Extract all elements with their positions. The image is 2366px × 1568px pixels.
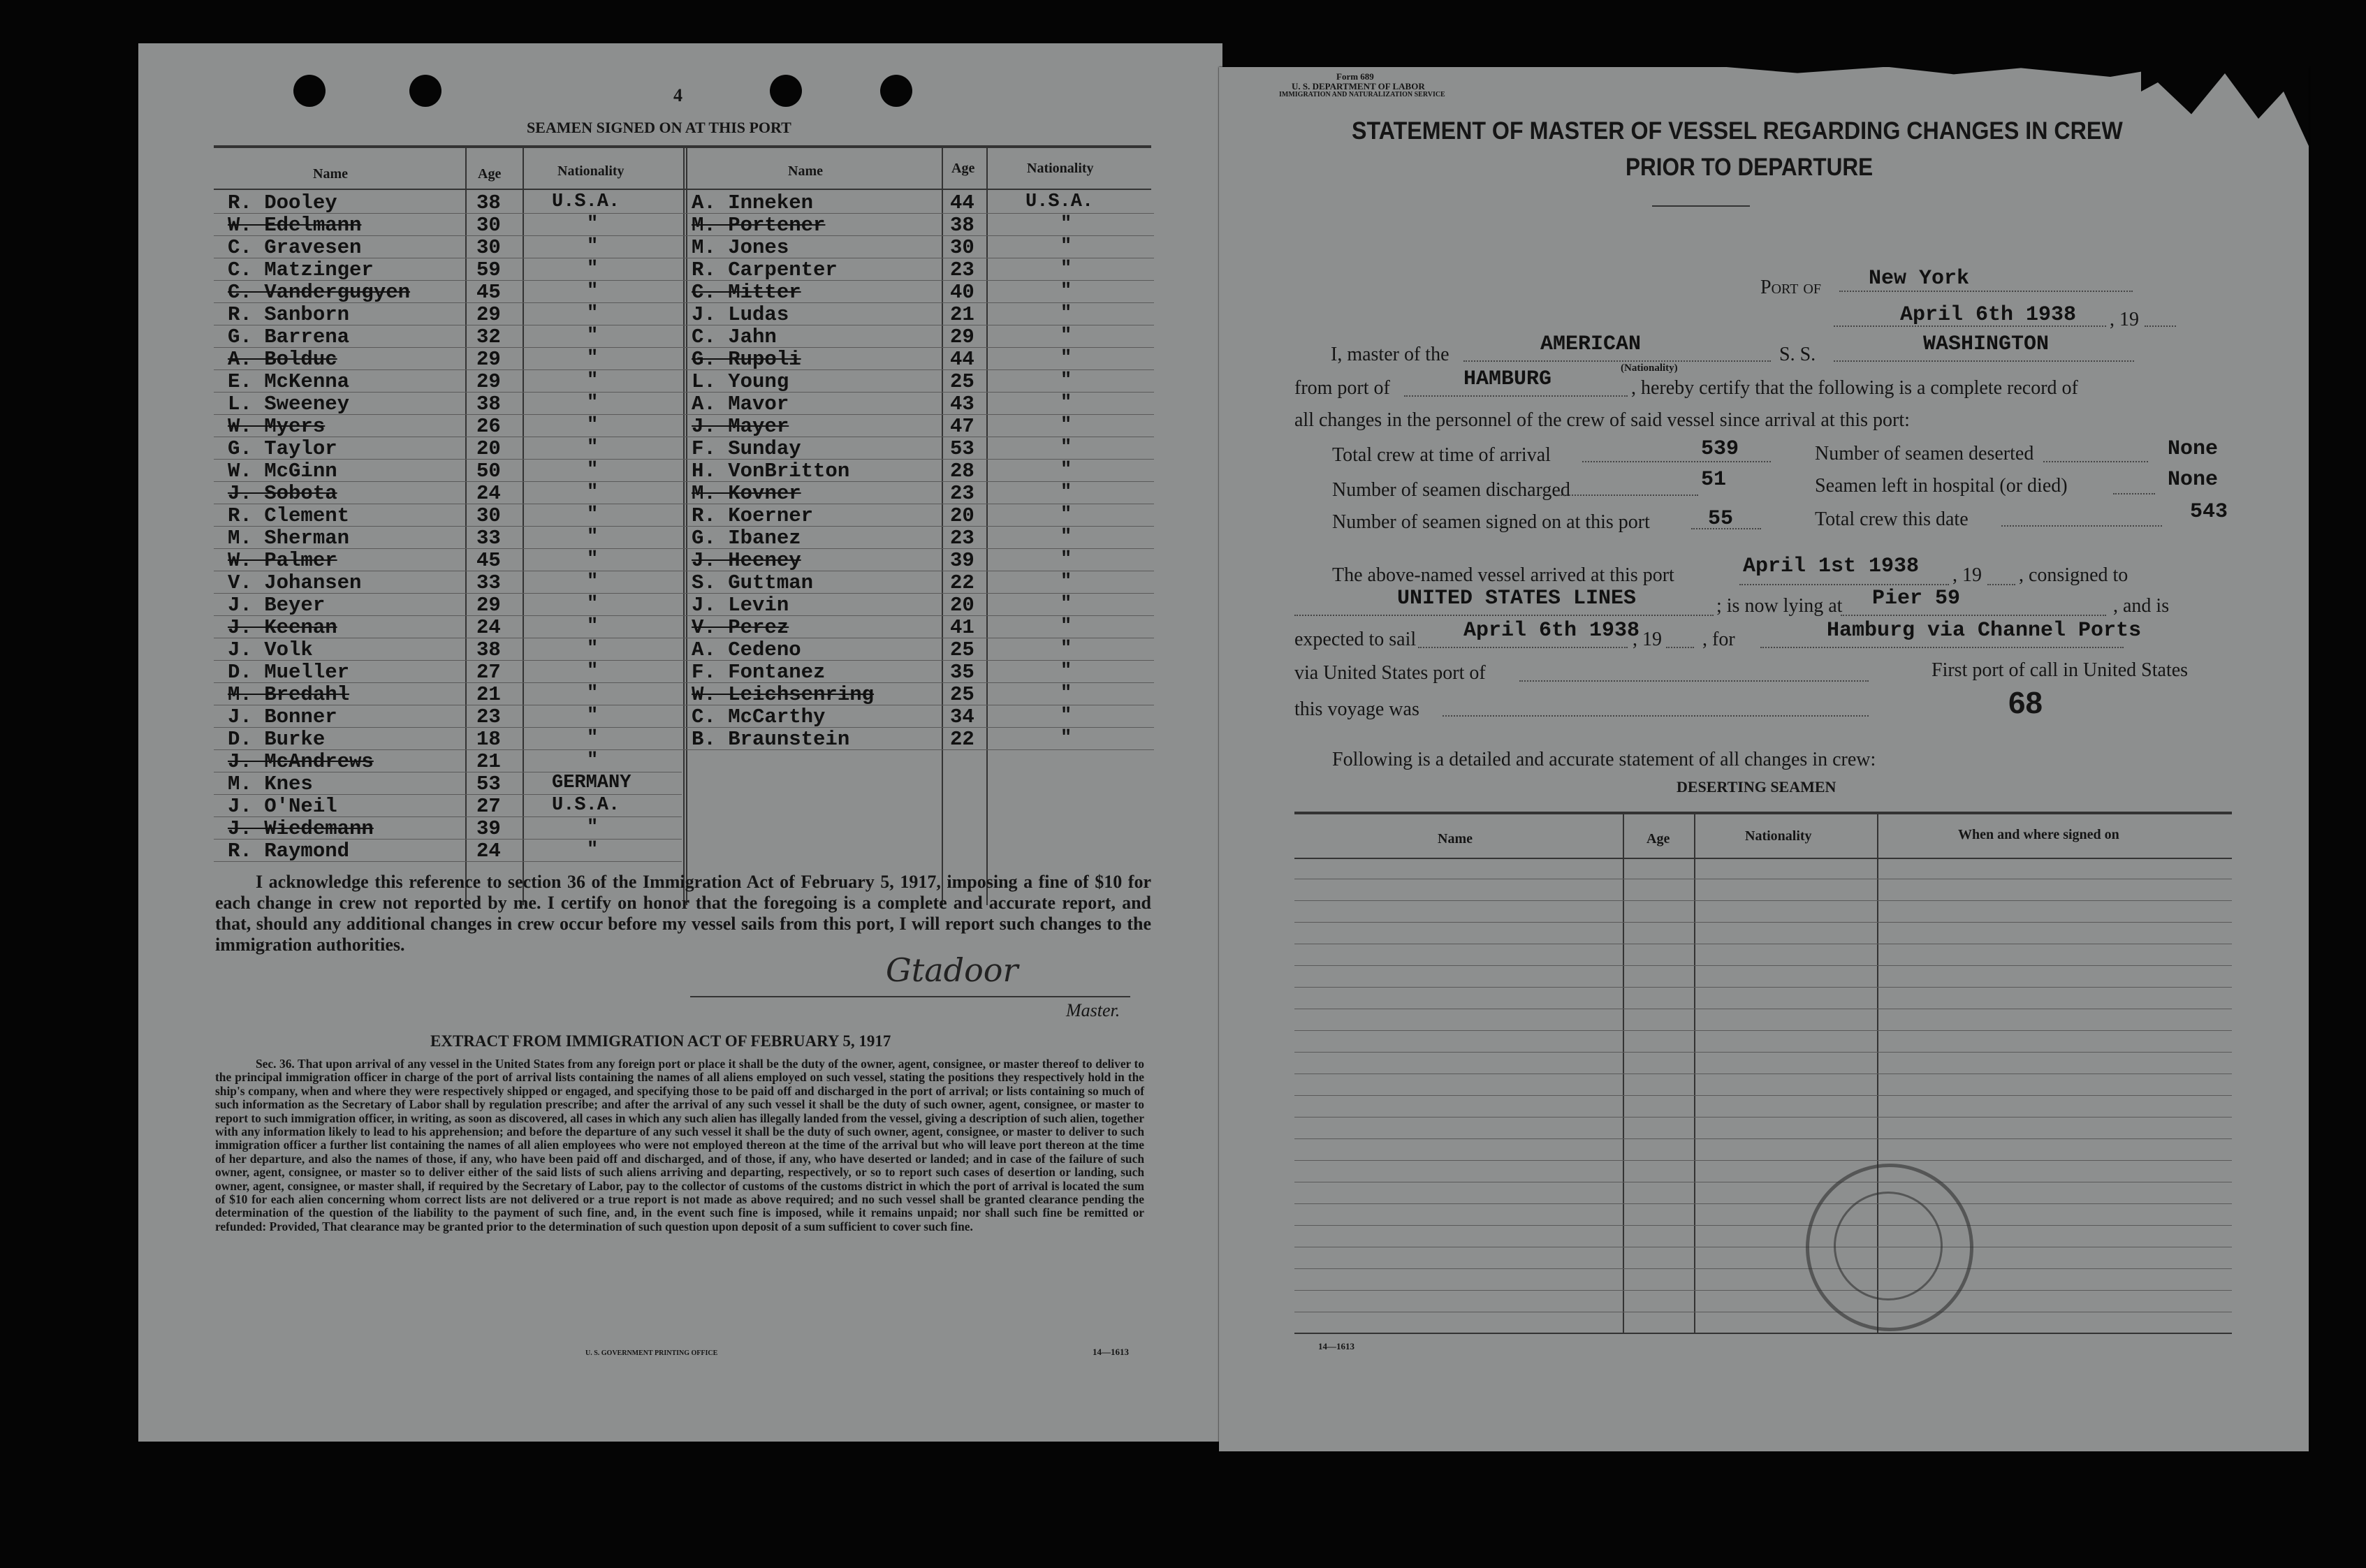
crew-nationality: " — [587, 437, 599, 458]
crew-nationality: " — [1060, 638, 1072, 659]
form-code: 14—1613 — [1093, 1347, 1129, 1357]
crew-nationality: GERMANY — [552, 772, 631, 793]
year-line — [2145, 325, 2176, 327]
form-number: Form 689 — [1336, 71, 1374, 82]
ss-label: S. S. — [1779, 344, 1816, 365]
crew-nationality: " — [587, 549, 599, 570]
crew-name: W. Palmer — [228, 549, 337, 572]
crew-nationality: " — [587, 415, 599, 436]
crew-name: M. Kovner — [692, 482, 801, 505]
crew-age: 38 — [476, 393, 501, 416]
row-rule — [214, 861, 682, 862]
crew-age: 53 — [950, 437, 974, 460]
department: U. S. DEPARTMENT OF LABOR — [1292, 81, 1425, 91]
crew-age: 23 — [476, 705, 501, 728]
crew-name: R. Carpenter — [692, 258, 838, 281]
table-top-rule — [214, 145, 1151, 148]
crew-name: A. Mavor — [692, 393, 789, 416]
crew-age: 33 — [476, 571, 501, 594]
sail-year-line — [1666, 647, 1694, 648]
vessel-line — [1834, 360, 2134, 362]
crew-name: J. Heeney — [692, 549, 801, 572]
port-value: New York — [1869, 267, 1970, 291]
crew-name: W. McGinn — [228, 460, 337, 483]
crew-name: J. McAndrews — [228, 750, 374, 773]
crew-name: J. Keenan — [228, 616, 337, 639]
sail-date-line — [1418, 647, 1628, 648]
crew-age: 33 — [476, 527, 501, 550]
nationality-line — [1463, 360, 1771, 362]
discharged-value: 51 — [1701, 468, 1727, 492]
crew-nationality: " — [1060, 705, 1072, 726]
crew-name: J. Beyer — [228, 594, 326, 617]
page-number: 4 — [673, 85, 682, 105]
crew-nationality: " — [587, 750, 599, 771]
crew-nationality: U.S.A. — [552, 795, 620, 816]
discharged-label: Number of seamen discharged — [1332, 479, 1570, 501]
form-title: STATEMENT OF MASTER OF VESSEL REGARDING CHANGES IN CREW — [1352, 117, 2123, 145]
deserting-row — [1294, 1225, 2232, 1226]
expected-label: expected to sail — [1294, 629, 1417, 650]
crew-age: 23 — [950, 527, 974, 550]
crew-name: E. McKenna — [228, 370, 350, 393]
arrived-value: April 1st 1938 — [1743, 555, 1920, 578]
row-rule — [678, 749, 1154, 750]
punch-hole — [409, 75, 441, 107]
deserting-row — [1294, 900, 2232, 901]
via-line — [1519, 680, 1869, 682]
crew-nationality: " — [587, 325, 599, 346]
total-arrival-label: Total crew at time of arrival — [1332, 444, 1551, 466]
crew-name: R. Koerner — [692, 504, 814, 527]
voyage-line — [1443, 715, 1869, 717]
crew-age: 29 — [476, 303, 501, 326]
arrived-label: The above-named vessel arrived at this port — [1332, 564, 1674, 586]
col-divider — [986, 145, 988, 905]
col-header-age: Age — [951, 161, 975, 176]
crew-name: G. Rupoli — [692, 348, 801, 371]
crew-name: M. Bredahl — [228, 683, 350, 706]
crew-age: 24 — [476, 482, 501, 505]
leader-dots — [1582, 461, 1771, 462]
voyage-label: this voyage was — [1294, 698, 1419, 720]
deserting-table-bottom — [1294, 1333, 2232, 1334]
crew-nationality: " — [1060, 437, 1072, 458]
crew-name: J. Sobota — [228, 482, 337, 505]
master-of-label: I, master of the — [1331, 344, 1449, 365]
crew-age: 29 — [476, 348, 501, 371]
crew-age: 44 — [950, 191, 974, 214]
crew-age: 35 — [950, 661, 974, 684]
crew-nationality: " — [587, 705, 599, 726]
crew-age: 22 — [950, 571, 974, 594]
deserting-row — [1294, 922, 2232, 923]
crew-nationality: " — [1060, 594, 1072, 615]
crew-name: G. Taylor — [228, 437, 337, 460]
crew-nationality: " — [1060, 504, 1072, 525]
signed-value: 55 — [1708, 507, 1734, 531]
crew-name: A. Bolduc — [228, 348, 337, 371]
first-port-label: First port of call in United States — [1931, 659, 2189, 681]
form-subtitle: PRIOR TO DEPARTURE — [1626, 154, 1874, 181]
crew-name: B. Braunstein — [692, 728, 850, 751]
leader-dots — [2001, 525, 2162, 527]
crew-name: R. Sanborn — [228, 303, 350, 326]
crew-age: 21 — [476, 750, 501, 773]
crew-nationality: " — [587, 393, 599, 413]
deserting-row — [1294, 1052, 2232, 1053]
crew-age: 23 — [950, 258, 974, 281]
crew-age: 59 — [476, 258, 501, 281]
crew-nationality: " — [587, 214, 599, 235]
arrived-line — [1739, 584, 1949, 585]
leader-dots — [1558, 494, 1698, 496]
header-rule — [214, 189, 1151, 190]
crew-nationality: " — [1060, 415, 1072, 436]
crew-age: 41 — [950, 616, 974, 639]
crew-nationality: " — [1060, 393, 1072, 413]
crew-name: G. Barrena — [228, 325, 350, 349]
crew-name: M. Portener — [692, 214, 826, 237]
crew-name: L. Sweeney — [228, 393, 350, 416]
crew-age: 29 — [476, 370, 501, 393]
extract-text: Sec. 36. That upon arrival of any vessel in the United States from any foreign port or place it shall be the duty of the owner, agent, consignee, or master thereof to deliver to the principal immigration officer in charge of the port of arrival lists containing the names of all aliens employed on such vessel, stating the positions they respectively hold in the ship's company, when and where they were respectively shipped or engaged, and specifying those to be paid off and discharged in the port of arrival; or lists containing so much of such information as the Secretary of Labor shall by regulation prescribe; and after the arrival of any such vessel it shall be the duty of such owner, agent, consignee, or master to report to such immigration officer, in writing, as soon as discovered, all cases in which any such alien has illegally landed from the vessel, giving a description of such alien, together with any information likely to lead to his apprehension; and before the departure of any such vessel it shall be the duty of such owner, agent, consignee, or master to deliver to such immigration officer a further list containing the names of all alien employees who were not employed thereon at the time of the arrival but who will leave port thereon at the time of her departure, and also the names of those, if any, who have been paid off and discharged, and of those, if any, who have deserted or landed; and in case of the failure of such owner, agent, consignee, or master so to deliver either of the said lists of such aliens arriving and departing, respectively, or so to report such cases of desertion or landing, such owner, agent, consignee, or master shall, if required by the Secretary of Labor, pay to the collector of customs of the customs district in which the port of arrival is located the sum of $10 for each alien concerning whom correct lists are not delivered or a true report is not made as above required; and no such vessel shall be granted clearance pending the determination of the question of the liability to the payment of such fine, and, in the event such fine is imposed, while it remains unpaid; nor shall such fine be remitted or refunded: Provided, That clearance may be granted prior to the determination of such question upon deposit of a sum sufficient to cover such fine. — [215, 1057, 1144, 1233]
crew-nationality: " — [1060, 616, 1072, 637]
deserting-row — [1294, 1160, 2232, 1161]
crew-name: V. Johansen — [228, 571, 362, 594]
deserting-row — [1294, 1095, 2232, 1096]
crew-name: V. Perez — [692, 616, 789, 639]
crew-nationality: " — [1060, 348, 1072, 369]
crew-age: 50 — [476, 460, 501, 483]
crew-name: C. Jahn — [692, 325, 777, 349]
for-value: Hamburg via Channel Ports — [1827, 619, 2142, 643]
for-line — [1760, 647, 2124, 648]
crew-nationality: " — [587, 258, 599, 279]
crew-age: 18 — [476, 728, 501, 751]
crew-name: J. Ludas — [692, 303, 789, 326]
crew-name: J. Wiedemann — [228, 817, 374, 840]
crew-age: 43 — [950, 393, 974, 416]
col-divider — [686, 145, 687, 905]
printing-office: U. S. GOVERNMENT PRINTING OFFICE — [585, 1349, 718, 1357]
crew-age: 45 — [476, 281, 501, 304]
master-signature: Gtadoor — [886, 951, 1018, 989]
col-divider — [523, 145, 524, 905]
consigned-label: , consigned to — [2019, 564, 2128, 586]
section-title: SEAMEN SIGNED ON AT THIS PORT — [527, 119, 791, 136]
crew-age: 28 — [950, 460, 974, 483]
crew-nationality: " — [587, 303, 599, 324]
crew-age: 45 — [476, 549, 501, 572]
total-date-label: Total crew this date — [1815, 508, 1969, 530]
crew-age: 29 — [950, 325, 974, 349]
crew-name: R. Dooley — [228, 191, 337, 214]
crew-nationality: " — [1060, 258, 1072, 279]
crew-name: C. Matzinger — [228, 258, 374, 281]
crew-nationality: " — [587, 817, 599, 838]
crew-nationality: " — [587, 527, 599, 548]
crew-name: J. Mayer — [692, 415, 789, 438]
crew-nationality: " — [587, 661, 599, 682]
following-text: Following is a detailed and accurate statement of all changes in crew: — [1332, 749, 1876, 770]
crew-age: 22 — [950, 728, 974, 751]
col-divider — [942, 145, 943, 905]
crew-age: 27 — [476, 661, 501, 684]
crew-nationality: " — [1060, 303, 1072, 324]
crew-name: J. Bonner — [228, 705, 337, 728]
crew-age: 21 — [476, 683, 501, 706]
crew-nationality: " — [1060, 683, 1072, 704]
via-label: via United States port of — [1294, 662, 1486, 684]
sail-date-value: April 6th 1938 — [1463, 619, 1640, 643]
punch-hole — [880, 75, 912, 107]
year-suffix: , 19 — [1952, 564, 1982, 586]
crew-nationality: " — [1060, 236, 1072, 257]
crew-name: W. Leichsenring — [692, 683, 875, 706]
date-value: April 6th 1938 — [1900, 303, 2077, 327]
crew-age: 40 — [950, 281, 974, 304]
leader-dots — [2113, 493, 2155, 494]
voyage-value: 68 — [2008, 686, 2043, 720]
col-header-age: Age — [1646, 831, 1670, 847]
left-page — [138, 43, 1222, 1442]
crew-age: 26 — [476, 415, 501, 438]
deserted-label: Number of seamen deserted — [1815, 443, 2034, 464]
col-header-signed-on: When and where signed on — [1958, 827, 2119, 842]
deserting-row — [1294, 965, 2232, 966]
crew-name: M. Sherman — [228, 527, 350, 550]
crew-nationality: " — [587, 638, 599, 659]
col-header-name: Name — [1438, 831, 1473, 847]
crew-age: 25 — [950, 683, 974, 706]
crew-nationality: " — [1060, 482, 1072, 503]
crew-age: 44 — [950, 348, 974, 371]
crew-age: 24 — [476, 616, 501, 639]
crew-name: A. Inneken — [692, 191, 814, 214]
crew-nationality: " — [587, 504, 599, 525]
crew-nationality: " — [587, 728, 599, 749]
crew-nationality: " — [1060, 370, 1072, 391]
crew-nationality: " — [1060, 661, 1072, 682]
right-page — [1219, 67, 2309, 1451]
crew-age: 20 — [950, 594, 974, 617]
total-arrival-value: 539 — [1701, 437, 1739, 461]
crew-nationality: " — [1060, 460, 1072, 481]
crew-nationality: " — [1060, 549, 1072, 570]
hospital-value: None — [2168, 468, 2219, 492]
crew-age: 39 — [476, 817, 501, 840]
crew-name: J. Volk — [228, 638, 313, 661]
crew-name: C. Vandergugyen — [228, 281, 411, 304]
consignee-value: UNITED STATES LINES — [1397, 587, 1637, 610]
lying-value: Pier 59 — [1872, 587, 1961, 610]
crew-age: 39 — [950, 549, 974, 572]
deserting-header-rule — [1294, 858, 2232, 859]
crew-age: 20 — [950, 504, 974, 527]
crew-name: R. Raymond — [228, 840, 350, 863]
total-date-value: 543 — [2190, 500, 2228, 524]
crew-nationality: U.S.A. — [552, 191, 620, 212]
col-divider — [683, 145, 685, 905]
certify-text-2: all changes in the personnel of the crew of said vessel since arrival at this port: — [1294, 409, 1910, 431]
crew-name: R. Clement — [228, 504, 350, 527]
nationality-value: AMERICAN — [1540, 332, 1642, 356]
vessel-name: WASHINGTON — [1923, 332, 2050, 356]
crew-name: J. O'Neil — [228, 795, 337, 818]
from-port-label: from port of — [1294, 377, 1390, 399]
certify-text: , hereby certify that the following is a complete record of — [1631, 377, 2078, 399]
signed-label: Number of seamen signed on at this port — [1332, 511, 1650, 533]
torn-edge — [1708, 64, 2155, 77]
deserting-row — [1294, 1030, 2232, 1031]
service: IMMIGRATION AND NATURALIZATION SERVICE — [1279, 91, 1445, 98]
punch-hole — [293, 75, 326, 107]
consignee-line — [1294, 615, 1714, 616]
col-divider — [465, 145, 467, 905]
crew-name: F. Fontanez — [692, 661, 826, 684]
crew-age: 21 — [950, 303, 974, 326]
crew-name: M. Jones — [692, 236, 789, 259]
crew-name: A. Cedeno — [692, 638, 801, 661]
crew-age: 30 — [476, 504, 501, 527]
leader-dots — [2043, 461, 2148, 462]
crew-nationality: " — [587, 370, 599, 391]
crew-nationality: " — [587, 840, 599, 860]
col-header-name: Name — [788, 163, 823, 179]
crew-name: C. Gravesen — [228, 236, 362, 259]
lying-label: ; is now lying at — [1716, 595, 1843, 617]
col-header-age: Age — [478, 166, 502, 182]
port-label: Port of — [1760, 277, 1821, 298]
crew-age: 30 — [950, 236, 974, 259]
crew-age: 47 — [950, 415, 974, 438]
col-header-nationality: Nationality — [1745, 828, 1812, 844]
year-suffix: , 19 — [1633, 629, 1662, 650]
crew-age: 29 — [476, 594, 501, 617]
crew-nationality: " — [1060, 571, 1072, 592]
crew-nationality: " — [1060, 527, 1072, 548]
deserting-title: DESERTING SEAMEN — [1677, 778, 1836, 796]
extract-title: EXTRACT FROM IMMIGRATION ACT OF FEBRUARY 5, 1917 — [430, 1032, 891, 1050]
crew-name: W. Edelmann — [228, 214, 362, 237]
deserting-table-top — [1294, 812, 2232, 814]
received-stamp-inner — [1834, 1192, 1943, 1300]
crew-nationality: U.S.A. — [1025, 191, 1094, 212]
crew-nationality: " — [1060, 281, 1072, 302]
crew-age: 34 — [950, 705, 974, 728]
date-line — [1834, 325, 2106, 327]
title-underline — [1652, 205, 1750, 207]
crew-nationality: " — [587, 571, 599, 592]
port-line — [1839, 291, 2133, 292]
crew-nationality: " — [1060, 325, 1072, 346]
and-is-label: , and is — [2113, 595, 2170, 617]
crew-nationality: " — [587, 616, 599, 637]
crew-nationality: " — [587, 482, 599, 503]
crew-name: D. Burke — [228, 728, 326, 751]
master-label: Master. — [1066, 1000, 1120, 1020]
crew-age: 25 — [950, 370, 974, 393]
crew-name: F. Sunday — [692, 437, 801, 460]
crew-age: 53 — [476, 772, 501, 796]
deserting-row — [1294, 1268, 2232, 1269]
crew-age: 30 — [476, 214, 501, 237]
col-divider — [1694, 812, 1695, 1333]
crew-name: G. Ibanez — [692, 527, 801, 550]
col-divider — [1623, 812, 1624, 1333]
deserting-row — [1294, 1117, 2232, 1118]
crew-name: M. Knes — [228, 772, 313, 796]
hospital-label: Seamen left in hospital (or died) — [1815, 475, 2068, 497]
crew-nationality: " — [587, 460, 599, 481]
crew-name: J. Levin — [692, 594, 789, 617]
crew-age: 27 — [476, 795, 501, 818]
crew-nationality: " — [1060, 728, 1072, 749]
acknowledgement-text: I acknowledge this reference to section 36 of the Immigration Act of February 5, 1917, imposing a fine of $10 for each change in crew not reported by me. I certify on honor that the foregoing is a complete and accurate report, and that, should any additional changes in crew occur before my vessel sails from this port, I will report such changes to the immigration authorities. — [215, 872, 1151, 955]
crew-nationality: " — [587, 594, 599, 615]
crew-age: 32 — [476, 325, 501, 349]
signature-line — [690, 996, 1130, 997]
deserting-row — [1294, 1138, 2232, 1139]
crew-name: S. Guttman — [692, 571, 814, 594]
for-label: , for — [1702, 629, 1735, 650]
crew-nationality: " — [587, 348, 599, 369]
col-header-name: Name — [313, 166, 348, 182]
crew-nationality: " — [587, 236, 599, 257]
crew-name: H. VonBritton — [692, 460, 850, 483]
crew-age: 25 — [950, 638, 974, 661]
deserting-row — [1294, 987, 2232, 988]
deserting-row — [1294, 1203, 2232, 1204]
nationality-caption: (Nationality) — [1621, 362, 1678, 374]
crew-age: 38 — [476, 638, 501, 661]
crew-age: 23 — [950, 482, 974, 505]
deserted-value: None — [2168, 437, 2219, 461]
punch-hole — [770, 75, 802, 107]
year-suffix: , 19 — [2110, 309, 2139, 330]
col-header-nationality: Nationality — [1027, 161, 1094, 176]
crew-name: W. Myers — [228, 415, 326, 438]
crew-age: 24 — [476, 840, 501, 863]
crew-name: C. McCarthy — [692, 705, 826, 728]
lying-line — [1841, 615, 2106, 616]
crew-age: 38 — [950, 214, 974, 237]
deserting-row — [1294, 1290, 2232, 1291]
from-port-value: HAMBURG — [1463, 367, 1552, 391]
crew-name: L. Young — [692, 370, 789, 393]
torn-edge — [2141, 64, 2309, 155]
col-header-nationality: Nationality — [557, 163, 625, 179]
crew-age: 30 — [476, 236, 501, 259]
from-port-line — [1404, 395, 1628, 397]
crew-nationality: " — [587, 683, 599, 704]
crew-nationality: " — [587, 281, 599, 302]
crew-age: 20 — [476, 437, 501, 460]
crew-name: C. Mitter — [692, 281, 801, 304]
form-code: 14—1613 — [1318, 1341, 1354, 1351]
crew-name: D. Mueller — [228, 661, 350, 684]
crew-age: 38 — [476, 191, 501, 214]
crew-nationality: " — [1060, 214, 1072, 235]
arrived-year-line — [1987, 584, 2015, 585]
